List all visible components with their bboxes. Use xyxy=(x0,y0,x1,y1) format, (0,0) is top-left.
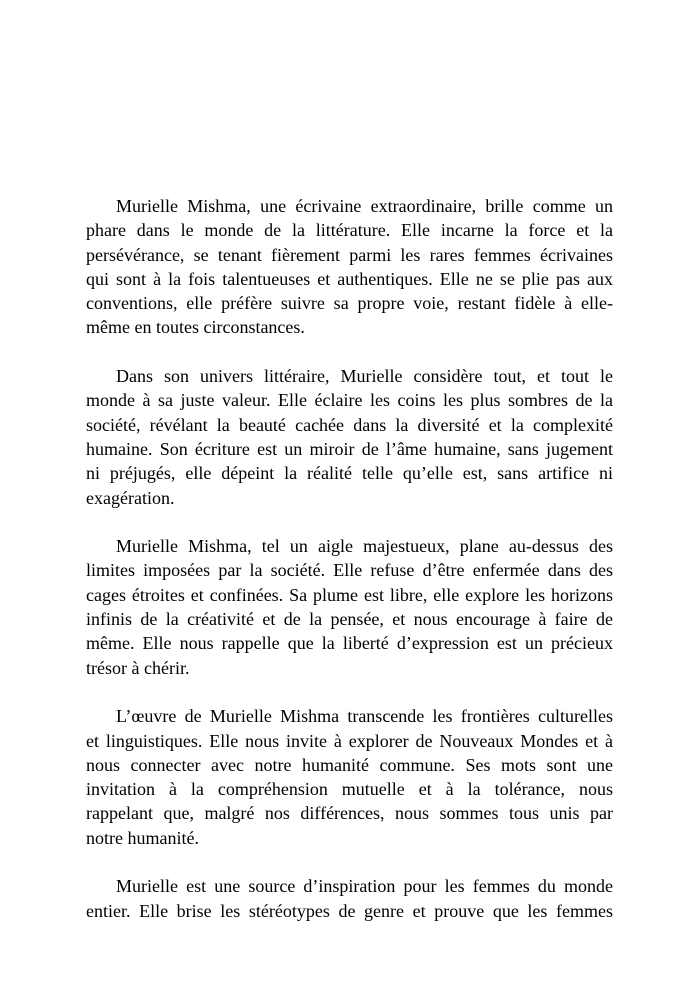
text-line: monde à sa juste valeur. Elle éclaire les coins les plus sombres de la xyxy=(86,390,613,411)
text-line: rappelant que, malgré nos différences, nous sommes tous unis par xyxy=(86,803,613,824)
text-line: cages étroites et confinées. Sa plume est libre, elle explore les horizons xyxy=(86,584,613,605)
text-line: société, révélant la beauté cachée dans la diversité et la complexité xyxy=(86,414,613,435)
text-line: nous connecter avec notre humanité commune. Ses mots sont une xyxy=(86,754,613,775)
text-line: L’œuvre de Murielle Mishma transcende les frontières culturelles xyxy=(116,706,613,727)
text-line: persévérance, se tenant fièrement parmi les rares femmes écrivaines xyxy=(86,244,613,265)
text-line: et linguistiques. Elle nous invite à explorer de Nouveaux Mondes et à xyxy=(86,730,613,751)
text-line: phare dans le monde de la littérature. Elle incarne la force et la xyxy=(86,220,613,241)
text-line: Murielle Mishma, tel un aigle majestueux, plane au-dessus des xyxy=(116,536,613,557)
text-line: Murielle Mishma, une écrivaine extraordinaire, brille comme un xyxy=(116,196,613,216)
text-line: qui sont à la fois talentueuses et authentiques. Elle ne se plie pas aux xyxy=(86,268,613,289)
text-line: humaine. Son écriture est un miroir de l’âme humaine, sans jugement xyxy=(86,438,613,459)
text-line: limites imposées par la société. Elle refuse d’être enfermée dans des xyxy=(86,560,613,581)
text-line: invitation à la compréhension mutuelle et à la tolérance, nous xyxy=(86,779,613,800)
paragraph xyxy=(86,364,613,510)
text-line: infinis de la créativité et de la pensée, et nous encourage à faire de xyxy=(86,609,613,630)
paragraph xyxy=(86,874,613,923)
text-line: même en toutes circonstances. xyxy=(86,317,305,338)
text-line: même. Elle nous rappelle que la liberté d’expression est un précieux xyxy=(86,633,613,654)
text-line: Murielle est une source d’inspiration pour les femmes du monde xyxy=(116,876,613,897)
text-line: entier. Elle brise les stéréotypes de genre et prouve que les femmes xyxy=(86,900,613,921)
paragraph xyxy=(86,194,613,340)
text-line: ni préjugés, elle dépeint la réalité telle qu’elle est, sans artifice ni xyxy=(86,463,613,484)
text-line: conventions, elle préfère suivre sa propre voie, restant fidèle à elle- xyxy=(86,293,613,314)
paragraph xyxy=(86,534,613,680)
text-line: trésor à chérir. xyxy=(86,657,190,678)
text-line: Dans son univers littéraire, Murielle considère tout, et tout le xyxy=(116,366,613,387)
text-line: exagération. xyxy=(86,487,175,508)
text-line: notre humanité. xyxy=(86,827,199,848)
paragraph xyxy=(86,704,613,850)
